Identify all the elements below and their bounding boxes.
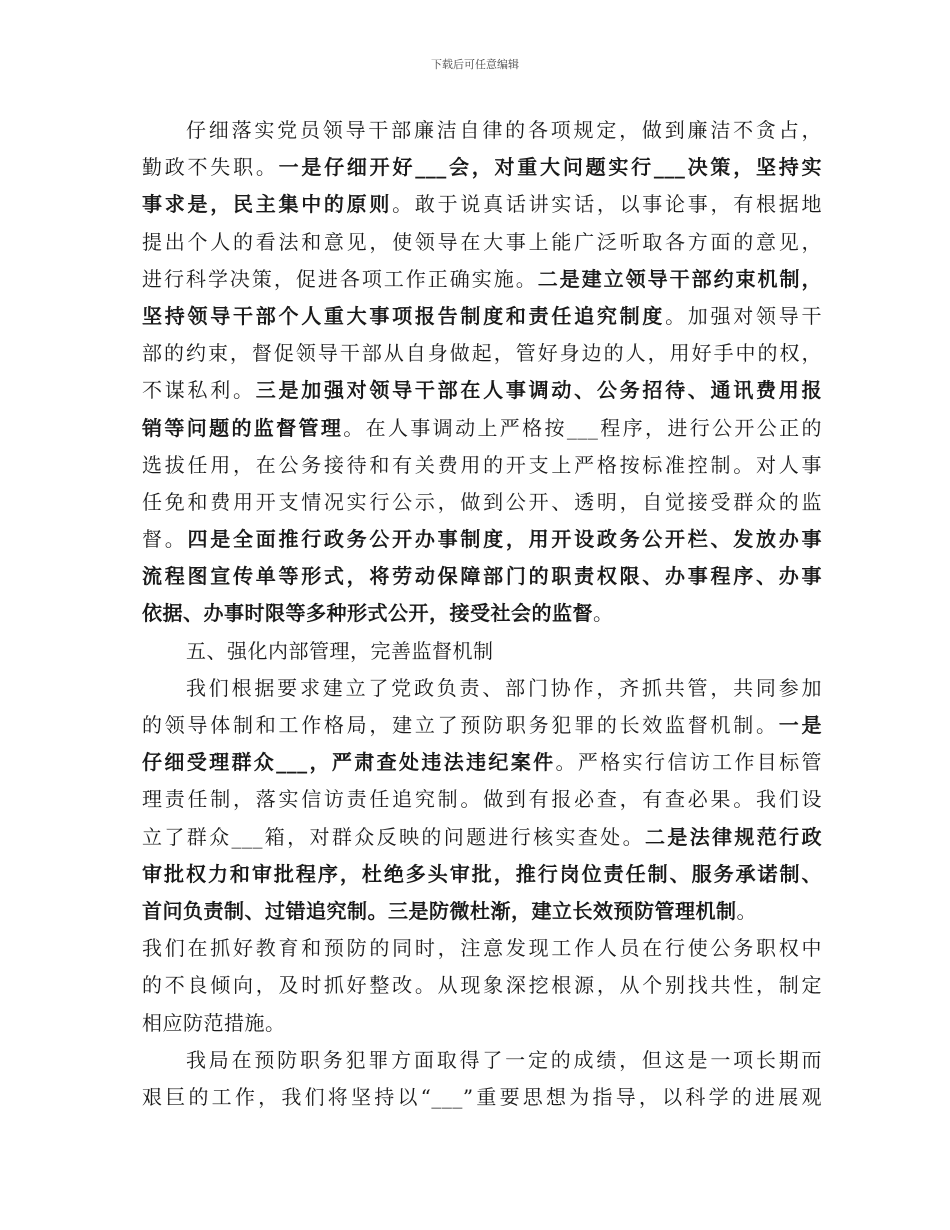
text-line	[142, 744, 822, 781]
text-segment: 五、强化内部管理，完善监督机制	[186, 638, 494, 663]
bold-text-segment: 依据、办事时限等多种形式公开，接受社会的监督	[142, 601, 593, 626]
text-segment: 。加强对领导干	[665, 303, 822, 328]
text-segment: 进行科学决策，促进各项工作正确实施。	[142, 266, 538, 291]
text-segment: 相应防范措施。	[142, 1010, 286, 1035]
text-line	[142, 521, 822, 558]
bold-text-segment: 一是	[778, 713, 822, 737]
text-segment: 的领导体制和工作格局，建立了预防职务犯罪的长效监督机制。	[142, 713, 779, 737]
text-line	[142, 149, 822, 186]
text-segment: 勤政不失职。	[142, 155, 279, 180]
text-segment: 立了群众___箱，对群众反映的问题进行核实查处。	[142, 824, 645, 849]
text-line	[142, 781, 822, 818]
text-segment: 提出个人的看法和意见，使领导在大事上能广泛听取各方面的意见，	[142, 229, 822, 254]
text-segment: 。敢于说真话讲实话，以事论事，有根据地	[392, 192, 822, 217]
text-segment: 任免和费用开支情况实行公示，做到公开、透明，自觉接受群众的监	[142, 489, 822, 514]
text-line	[142, 595, 822, 632]
bold-text-segment: 审批权力和审批程序，杜绝多头审批，推行岗位责任制、服务承诺制、	[142, 861, 822, 886]
page-header-note: 下载后可任意编辑	[431, 58, 519, 71]
text-line	[142, 1005, 822, 1042]
text-segment: 仔细落实党员领导干部廉洁自律的各项规定，做到廉洁不贪占，	[186, 118, 822, 142]
text-line	[142, 1042, 822, 1079]
text-line	[142, 261, 822, 298]
text-segment: 督。	[142, 527, 188, 552]
text-segment: 不谋私利。	[142, 378, 256, 403]
text-line	[142, 298, 822, 335]
text-line	[142, 633, 822, 670]
text-segment: 。在人事调动上严格按___程序，进行公开公正的	[343, 415, 822, 440]
text-line	[142, 558, 822, 595]
text-segment: 我们在抓好教育和预防的同时，注意发现工作人员在行使公务职权中	[142, 936, 822, 961]
text-line	[142, 893, 822, 930]
text-line	[142, 410, 822, 447]
bold-text-segment: 二是法律规范行政	[644, 824, 822, 849]
text-line	[142, 484, 822, 521]
bold-text-segment: 首问负责制、过错追究制。三是防微杜渐，建立长效预防管理机制	[142, 898, 737, 923]
text-segment: 理责任制，落实信访责任追究制。做到有报必查，有查必果。我们设	[142, 787, 822, 812]
text-segment: 我们根据要求建立了党政负责、部门协作，齐抓共管，共同参加	[186, 675, 822, 700]
bold-text-segment: 二是建立领导干部约束机制，	[537, 266, 822, 291]
text-segment: 选拔任用，在公务接待和有关费用的开支上严格按标准控制。对人事	[142, 452, 822, 477]
text-line	[142, 819, 822, 856]
text-line	[142, 335, 822, 372]
text-segment: 。	[736, 898, 757, 923]
bold-text-segment: 销等问题的监督管理	[142, 415, 344, 440]
bold-text-segment: 流程图宣传单等形式，将劳动保障部门的职责权限、办事程序、办事	[142, 564, 822, 589]
bold-text-segment: 事求是，民主集中的原则	[142, 192, 393, 217]
bold-text-segment: 仔细受理群众___，严肃查处违法违纪案件	[142, 750, 556, 775]
text-segment: 。严格实行信访工作目标管	[555, 750, 822, 775]
bold-text-segment: 四是全面推行政务公开办事制度，用开设政务公开栏、发放办事	[187, 527, 822, 552]
document-body	[142, 112, 822, 1116]
text-line	[142, 670, 822, 707]
bold-text-segment: 一是仔细开好___会，对重大问题实行___决策，坚持实	[278, 155, 822, 180]
text-line	[142, 1079, 822, 1116]
bold-text-segment: 坚持领导干部个人重大事项报告制度和责任追究制度	[142, 303, 666, 328]
bold-text-segment: 三是加强对领导干部在人事调动、公务招待、通讯费用报	[255, 378, 822, 403]
text-line	[142, 447, 822, 484]
text-line	[142, 186, 822, 223]
text-segment: 我局在预防职务犯罪方面取得了一定的成绩，但这是一项长期而	[186, 1047, 822, 1072]
text-segment: 部的约束，督促领导干部从自身做起，管好身边的人，用好手中的权，	[142, 341, 822, 366]
text-line	[142, 112, 822, 149]
text-line	[142, 224, 822, 261]
text-segment: 的不良倾向，及时抓好整改。从现象深挖根源，从个别找共性，制定	[142, 973, 822, 998]
text-line	[142, 856, 822, 893]
text-line	[142, 372, 822, 409]
text-segment: 。	[593, 601, 614, 626]
text-line	[142, 707, 822, 744]
text-segment: 艰巨的工作，我们将坚持以“___”重要思想为指导，以科学的进展观	[142, 1084, 822, 1109]
text-line	[142, 967, 822, 1004]
text-line	[142, 930, 822, 967]
